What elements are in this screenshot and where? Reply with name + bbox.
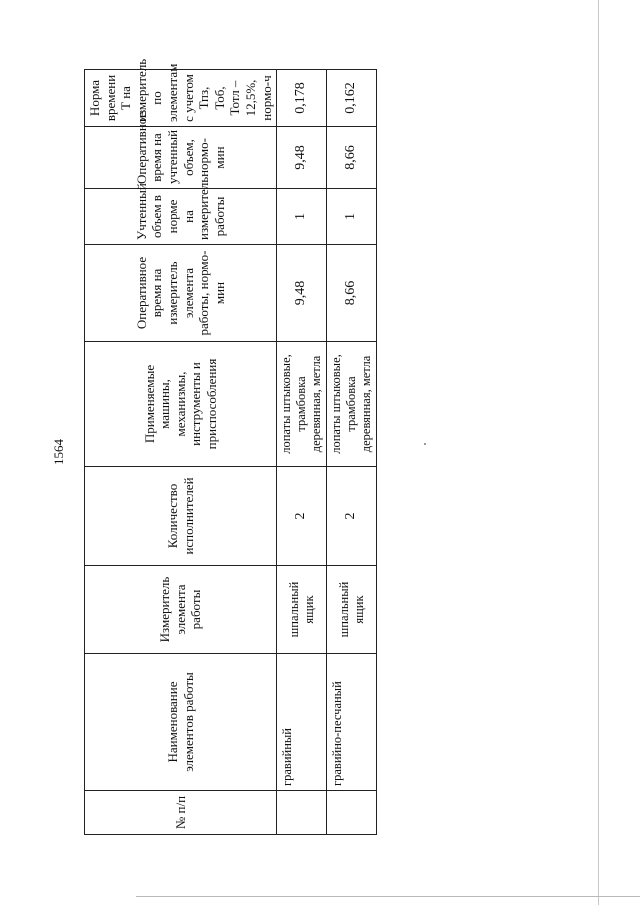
cell-norm-time: 0,162 [327, 70, 377, 127]
header-norm-time: Норма времени Т на измеритель по элементам с учетом Тпз, Тоб, Тотл – 12,5%, нормо-ч [85, 70, 277, 127]
cell-num [327, 791, 377, 835]
cell-count: 2 [277, 467, 327, 566]
header-num: № п/п [85, 791, 277, 835]
header-name: Наименование элементов работы [85, 654, 277, 791]
table-header-row [85, 70, 277, 835]
table-row [277, 70, 327, 835]
header-tools: Применяемые машины, механизмы, инструменты и приспособления [85, 342, 277, 467]
cell-norm-time: 0,178 [277, 70, 327, 127]
page-number: 1564 [51, 439, 66, 465]
cell-meter: шпальный ящик [277, 566, 327, 654]
cell-volume: 1 [277, 189, 327, 245]
header-meter: Измеритель элемента работы [85, 566, 277, 654]
scan-speck [424, 443, 426, 445]
table-row [327, 70, 377, 835]
page-bottom-line [136, 896, 640, 897]
header-count: Количество исполнителей [85, 467, 277, 566]
header-volume: Учтенный объем в норме на измеритель работы [85, 189, 277, 245]
cell-tools: лопаты штыковые, трамбовка деревянная, метла [277, 342, 327, 467]
cell-name: гравийно-песчаный [327, 654, 377, 791]
page-edge-line [598, 0, 599, 905]
cell-num [277, 791, 327, 835]
cell-op-time: 8,66 [327, 245, 377, 342]
cell-count: 2 [327, 467, 377, 566]
cell-op-time-volume: 8,66 [327, 127, 377, 189]
cell-op-time: 9,48 [277, 245, 327, 342]
cell-tools: лопаты штыковые, трамбовка деревянная, метла [327, 342, 377, 467]
norms-table [84, 58, 377, 835]
norms-table-container [84, 58, 374, 835]
cell-volume: 1 [327, 189, 377, 245]
cell-meter: шпальный ящик [327, 566, 377, 654]
cell-op-time-volume: 9,48 [277, 127, 327, 189]
header-op-time: Оперативное время на измеритель элемента работы, нормо-мин [85, 245, 277, 342]
header-op-time-volume: Оперативное время на учтенный объем, нормо-мин [85, 127, 277, 189]
cell-name: гравийный [277, 654, 327, 791]
